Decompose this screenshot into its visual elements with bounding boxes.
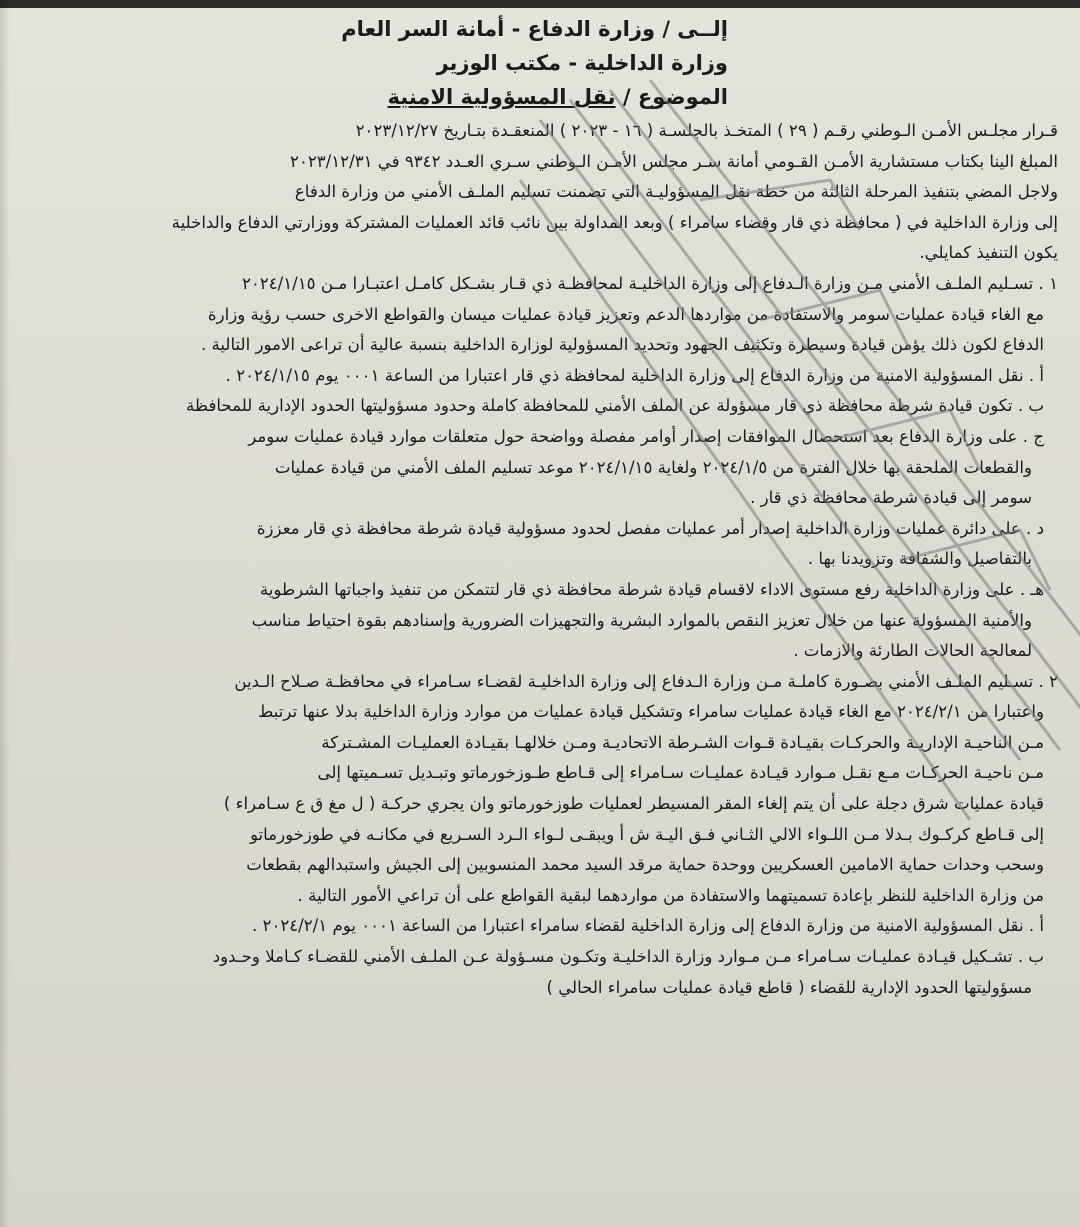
item-2-line: ٢ . تسـليم الملـف الأمني بصـورة كاملـة مـن وزارة الـدفاع إلى وزارة الداخليـة لقضـاء سـامراء في محافظـة صـلاح الـدين (234, 671, 1058, 691)
subject-label: الموضوع / (622, 85, 728, 109)
item-1 (22, 269, 1058, 361)
intro-line: يكون التنفيذ كمايلي. (919, 243, 1058, 263)
item-2-line: مـن ناحيـة الحركـات مـع نقـل مـوارد قيـادة عمليـات سـامراء إلى قـاطع طـوزخورماتو وتبـديل تسـميتها إلى (317, 763, 1044, 783)
item-1-c (22, 422, 1058, 514)
item-1-line: ١ . تسـليم الملـف الأمني مـن وزارة الـدفاع إلى وزارة الداخليـة لمحافظـة ذي قـار بشـكل كامـل اعتبـارا مـن ٢٠٢٤/١/١٥ (241, 273, 1058, 293)
subject-text: نقل المسؤولية الامنية (387, 85, 616, 109)
item-1-line: الدفاع لكون ذلك يؤمن قيادة وسيطرة وتكثيف الجهود وتحديد المسؤولية لوزارة الداخلية بنسبة عالية أن تراعى الامور التالية . (200, 335, 1044, 355)
item-2-b (22, 942, 1058, 1003)
item-1-d (22, 514, 1058, 575)
intro-line: إلى وزارة الداخلية في ( محافظة ذي قار وقضاء سامراء ) وبعد المداولة بين نائب قائد العمليات المشتركة ووزارتي الدفاع والداخلية (171, 212, 1058, 232)
item-1-e-line: هـ . على وزارة الداخلية رفع مستوى الاداء لاقسام قيادة شرطة محافظة ذي قار لتتمكن من تنفيذ واجباتها الشرطوية (259, 579, 1044, 599)
letter-header (22, 0, 1058, 114)
item-2-line: واعتبارا من ٢٠٢٤/٢/١ مع الغاء قيادة عمليات سامراء وتشكيل قيادة عمليات من موارد وزارة الداخلية بدلا عنها ترتبط (258, 702, 1044, 722)
scan-left-shadow (0, 0, 10, 1227)
item-2-a-line: أ . نقل المسؤولية الامنية من وزارة الدفاع إلى وزارة الداخلية لقضاء سامراء اعتبارا من الساعة ٠٠٠١ يوم ٢٠٢٤/٢/١ . (251, 916, 1044, 936)
item-1-c-line: سومر إلى قيادة شرطة محافظة ذي قار . (750, 488, 1032, 508)
item-2-b-line: مسؤوليتها الحدود الإدارية للقضاء ( قاطع قيادة عمليات سامراء الحالي ) (546, 977, 1032, 997)
item-2-line: من وزارة الداخلية للنظر بإعادة تسميتهما والاستفادة من مواردهما لبقية القواطع على أن تراعي الأمور التالية . (297, 885, 1044, 905)
item-1-b (22, 391, 1058, 422)
intro-line: قـرار مجلـس الأمـن الـوطني رقـم ( ٢٩ ) المتخـذ بالجلسـة ( ١٦ - ٢٠٢٣ ) المنعقـدة بتـاريخ ٢٠٢٣/١٢/٢٧ (355, 121, 1058, 140)
item-2 (22, 667, 1058, 912)
recipient-line: إلــى / وزارة الدفاع - أمانة السر العام (341, 17, 728, 41)
item-1-line: مع الغاء قيادة عمليات سومر والاستفادة من مواردها الدعم وتعزيز قيادة عمليات ميسان والقواطع الاخرى حسب رؤية وزارة (207, 304, 1044, 324)
item-1-e-line: لمعالجة الحالات الطارئة والازمات . (793, 641, 1032, 661)
intro-line: المبلغ الينا بكتاب مستشارية الأمـن القـومي أمانة سـر مجلس الأمـن الـوطني سـري العـدد ٩٣٤٢ في ٢٠٢٣/١٢/٣١ (290, 151, 1058, 171)
item-1-a-line: أ . نقل المسؤولية الامنية من وزارة الدفاع إلى وزارة الداخلية لمحافظة ذي قار اعتبارا من الساعة ٠٠٠١ يوم ٢٠٢٤/١/١٥ . (225, 365, 1044, 385)
item-2-b-line: ب . تشـكيل قيـادة عمليـات سـامراء مـن مـوارد وزارة الداخليـة وتكـون مسـؤولة عـن الملـف الأمني للقضـاء كـاملا وحـدود (212, 947, 1044, 967)
item-2-line: قيادة عمليات شرق دجلة على أن يتم إلغاء المقر المسيطر لعمليات طوزخورماتو وان يجري حركـة ( ل مغ ق ع سـامراء ) (223, 794, 1044, 814)
item-1-d-line: د . على دائرة عمليات وزارة الداخلية إصدار أمر عمليات مفصل لحدود مسؤولية قيادة شرطة محافظة ذي قار معززة (256, 518, 1044, 538)
intro-paragraph (22, 116, 1058, 269)
subject-line (22, 80, 728, 114)
item-1-a (22, 361, 1058, 392)
item-1-b-line: ب . تكون قيادة شرطة محافظة ذي قار مسؤولة عن الملف الأمني للمحافظة كاملة وحدود مسؤوليتها الحدود الإدارية للمحافظة (185, 396, 1044, 416)
item-2-a (22, 911, 1058, 942)
scan-top-edge (0, 0, 1080, 8)
item-1-e (22, 575, 1058, 667)
sender-line: وزارة الداخلية - مكتب الوزير (436, 51, 728, 75)
item-1-d-line: بالتفاصيل والشفافة وتزويدنا بها . (807, 549, 1032, 569)
intro-line: ولاجل المضي بتنفيذ المرحلة الثالثة من خطة نقل المسؤوليـة التي تضمنت تسليم الملـف الأمني من وزارة الدفاع (294, 182, 1058, 202)
letter-body (22, 116, 1058, 1003)
item-1-e-line: والأمنية المسؤولة عنها من خلال تعزيز النقص بالموارد البشرية والتجهيزات الضرورية وإسنادهم بقوة احتياط مناسب (251, 610, 1032, 630)
item-2-line: وسحب وحدات حماية الامامين العسكريين ووحدة حماية مرقد السيد محمد المنسوبين إلى الجيش واستبدالهم بقطعات (246, 855, 1044, 875)
item-1-c-line: والقطعات الملحقة بها خلال الفترة من ٢٠٢٤/١/٥ ولغاية ٢٠٢٤/١/١٥ موعد تسليم الملف الأمني من قيادة عمليات (274, 457, 1032, 477)
item-1-c-line: ج . على وزارة الدفاع بعد استحصال الموافقات إصدار أوامر مفصلة وواضحة حول متعلقات موارد قيادة عمليات سومر (248, 426, 1044, 446)
item-2-line: مـن الناحيـة الإداريـة والحركـات بقيـادة قـوات الشـرطة الاتحاديـة ومـن خلالهـا بقيـادة العمليـات المشـتركة (321, 732, 1044, 752)
item-2-line: إلى قـاطع كركـوك بـدلا مـن اللـواء الالي الثـاني فـق اليـة ش أ ويبقـى لـواء الـرد السـريع في مكانـه في طوزخورماتو (249, 824, 1044, 844)
